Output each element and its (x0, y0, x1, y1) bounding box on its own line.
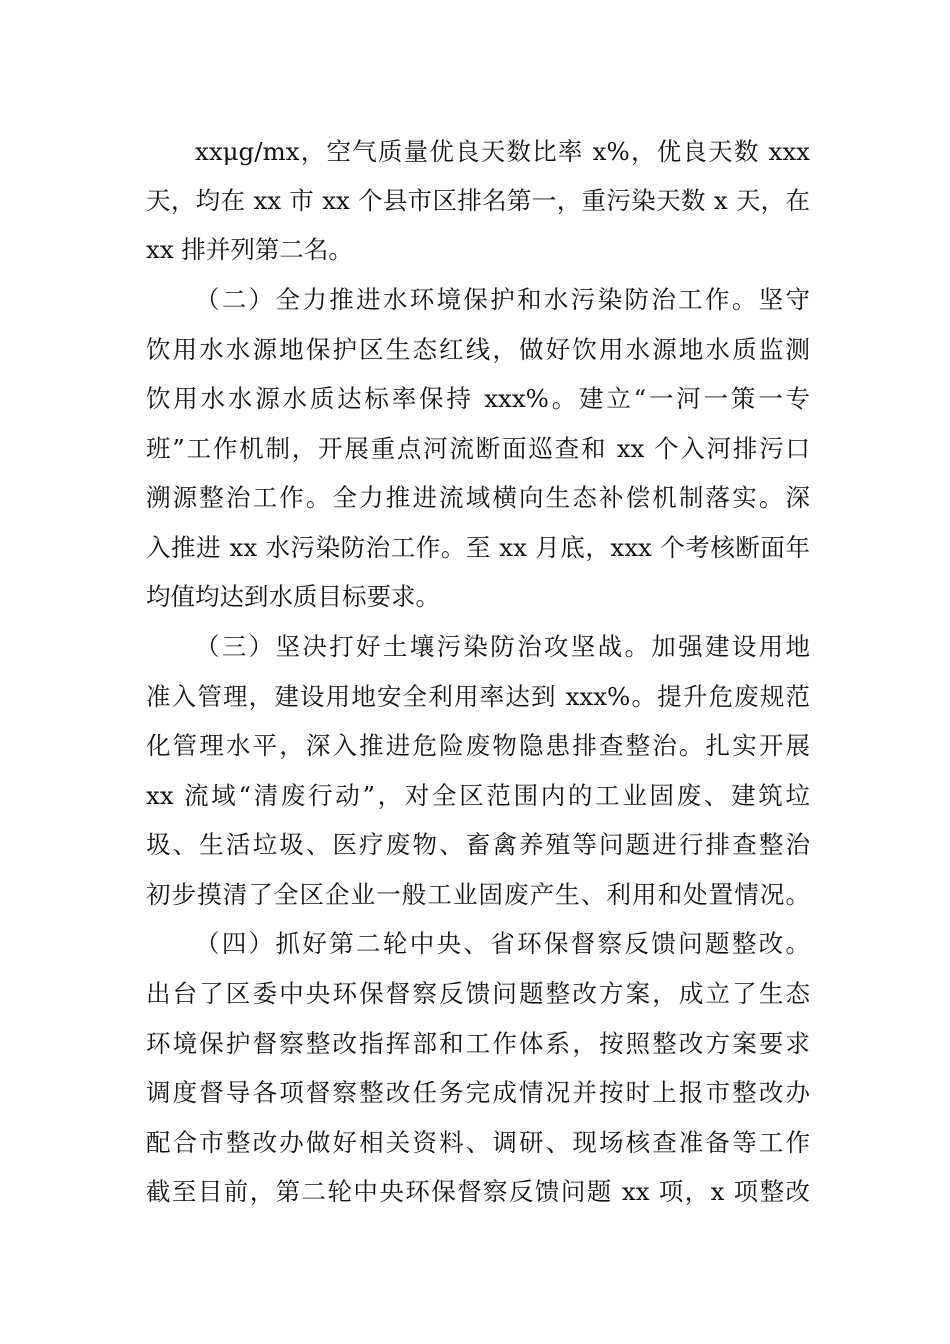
text-line: 化管理水平，深入推进危险废物隐患排查整治。扎实开展 (146, 731, 810, 760)
text-line: 出台了区委中央环保督察反馈问题整改方案，成立了生态 (146, 979, 810, 1008)
text-line: 均值均达到水质目标要求。 (146, 582, 440, 611)
paragraph-heading-4: （四）抓好第二轮中央、省环保督察反馈问题整改。 (195, 929, 810, 958)
text-line: 天，均在 xx 市 xx 个县市区排名第一，重污染天数 x 天，在 (146, 186, 810, 215)
text-line: 截至目前，第二轮中央环保督察反馈问题 xx 项，x 项整改 (146, 1177, 810, 1206)
text-line: xxμg/mx，空气质量优良天数比率 x%，优良天数 xxx (195, 137, 810, 166)
text-line: xx 流域“清废行动”，对全区范围内的工业固废、建筑垃 (146, 781, 810, 810)
text-line: 准入管理，建设用地安全利用率达到 xxx%。提升危废规范 (146, 682, 810, 711)
text-line: 配合市整改办做好相关资料、调研、现场核查准备等工作 (146, 1128, 810, 1157)
paragraph-heading-3: （三）坚决打好土壤污染防治攻坚战。加强建设用地 (195, 632, 810, 661)
text-line: 溯源整治工作。全力推进流域横向生态补偿机制落实。深 (146, 483, 810, 512)
text-line: 饮用水水源水质达标率保持 xxx%。建立“一河一策一专 (146, 384, 810, 413)
text-line: xx 排并列第二名。 (146, 235, 353, 264)
text-line: 饮用水水源地保护区生态红线，做好饮用水源地水质监测 (146, 335, 810, 364)
text-line: 圾、生活垃圾、医疗废物、畜禽养殖等问题进行排查整治 (146, 830, 810, 859)
paragraph-heading-2: （二）全力推进水环境保护和水污染防治工作。坚守 (195, 285, 810, 314)
text-line: 班”工作机制，开展重点河流断面巡查和 xx 个入河排污口 (146, 434, 810, 463)
text-line: 入推进 xx 水污染防治工作。至 xx 月底，xxx 个考核断面年 (146, 533, 810, 562)
text-line: 环境保护督察整改指挥部和工作体系，按照整改方案要求 (146, 1029, 810, 1058)
text-line: 初步摸清了全区企业一般工业固废产生、利用和处置情况。 (146, 880, 810, 909)
text-line: 调度督导各项督察整改任务完成情况并按时上报市整改办 (146, 1078, 810, 1107)
